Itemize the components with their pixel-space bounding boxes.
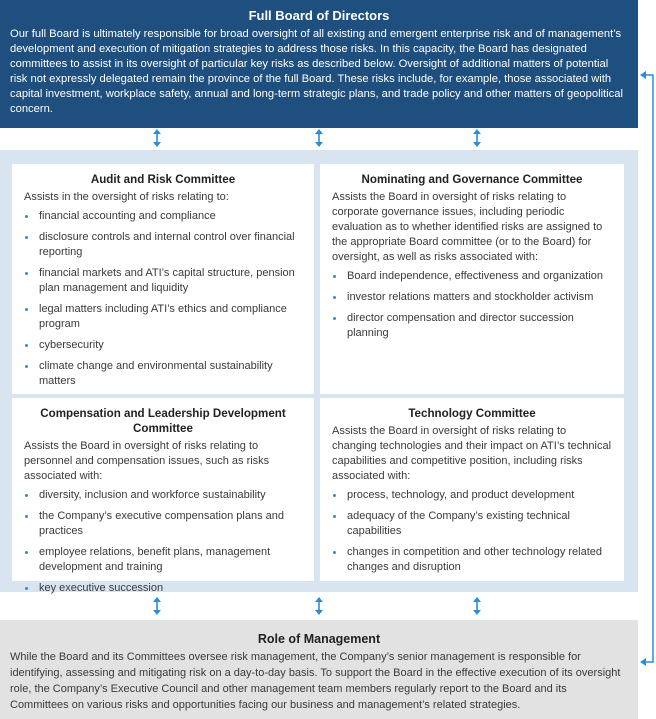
list-item: climate change and environmental sustainability matters — [24, 359, 302, 389]
list-item: financial accounting and compliance — [24, 209, 302, 224]
double-arrow-icon — [314, 128, 324, 148]
board-title: Full Board of Directors — [248, 8, 390, 23]
bullet-icon — [25, 515, 28, 518]
bullet-icon — [25, 308, 28, 311]
committee-title: Compensation and Leadership Development Committee — [40, 407, 286, 435]
compensation-leadership-committee-card — [12, 398, 314, 594]
double-arrow-icon — [314, 596, 324, 616]
committee-intro: Assists in the oversight of risks relating to: — [24, 191, 229, 203]
list-item: diversity, inclusion and workforce sustainability — [24, 488, 302, 503]
bullet-icon — [25, 494, 28, 497]
double-arrow-icon — [472, 128, 482, 148]
bullet-icon — [25, 236, 28, 239]
bullet-icon — [25, 551, 28, 554]
nominating-governance-committee-card — [320, 164, 624, 394]
feedback-loop-arrow-icon — [640, 70, 656, 670]
full-board-box — [0, 0, 638, 128]
bullet-icon — [333, 494, 336, 497]
bullet-icon — [25, 365, 28, 368]
list-item: changes in competition and other technology related changes and disruption — [332, 545, 612, 575]
committee-title: Audit and Risk Committee — [90, 173, 236, 186]
role-of-management-box — [0, 620, 638, 719]
bullet-icon — [25, 344, 28, 347]
bullet-icon — [25, 215, 28, 218]
double-arrow-icon — [152, 596, 162, 616]
management-title: Role of Management — [257, 632, 381, 646]
risk-list — [24, 209, 302, 389]
board-description: Our full Board is ultimately responsible for broad oversight of all existing and emergent enterprise risk and of management’s development and execution of mitigation strategies to address those risks. In this capacity, the Board has designated committees to assist in its oversight of particular key risks as described below. Oversight of additional matters of potential risk not expressly delegated remain the province of the full Board. These risks include, for example, those associated with capital investment, workplace safety, annual and long-term strategic plans, and trade policy and other matters of geopolitical concern. — [10, 28, 623, 115]
list-item: key executive succession — [24, 581, 302, 596]
bullet-icon — [333, 317, 336, 320]
bullet-icon — [25, 272, 28, 275]
list-item: director compensation and director succession planning — [332, 311, 612, 341]
double-arrow-icon — [152, 128, 162, 148]
double-arrow-icon — [472, 596, 482, 616]
risk-list — [24, 488, 302, 596]
committees-panel — [0, 150, 638, 592]
committee-intro: Assists the Board in oversight of risks relating to corporate governance issues, including periodic evaluation as to whether identified risks are assigned to the appropriate Board committee (or to the Board) for oversight, as well as risks associated with: — [332, 191, 603, 263]
technology-committee-card — [320, 398, 624, 581]
management-description: While the Board and its Committees oversee risk management, the Company’s senior management is responsible for identifying, assessing and mitigating risk on a day-to-day basis. To support the Board in the effective execution of its oversight role, the Company’s Executive Council and other management team members regularly report to the Board and its Committees on various risks and opportunities facing our business and management’s related strategies. — [10, 651, 621, 711]
top-connectors — [0, 128, 638, 148]
list-item: Board independence, effectiveness and organization — [332, 269, 612, 284]
bullet-icon — [333, 515, 336, 518]
committee-intro: Assists the Board in oversight of risks relating to changing technologies and their impact on ATI’s technical capabilities and competitive position, including risks associated with: — [332, 425, 612, 482]
list-item: the Company’s executive compensation plans and practices — [24, 509, 302, 539]
list-item: investor relations matters and stockholder activism — [332, 290, 612, 305]
committee-title: Nominating and Governance Committee — [361, 173, 583, 186]
list-item: adequacy of the Company’s existing technical capabilities — [332, 509, 612, 539]
list-item: process, technology, and product development — [332, 488, 612, 503]
risk-list — [332, 488, 612, 575]
bullet-icon — [333, 551, 336, 554]
list-item: financial markets and ATI’s capital structure, pension plan management and liquidity — [24, 266, 302, 296]
list-item: employee relations, benefit plans, management development and training — [24, 545, 302, 575]
audit-risk-committee-card — [12, 164, 314, 394]
risk-list — [332, 269, 612, 341]
bottom-connectors — [0, 596, 638, 616]
bullet-icon — [333, 275, 336, 278]
list-item: legal matters including ATI’s ethics and compliance program — [24, 302, 302, 332]
list-item: disclosure controls and internal control over financial reporting — [24, 230, 302, 260]
bullet-icon — [25, 587, 28, 590]
bullet-icon — [333, 296, 336, 299]
list-item: cybersecurity — [24, 338, 302, 353]
committee-title: Technology Committee — [408, 407, 536, 420]
committee-intro: Assists the Board in oversight of risks relating to personnel and compensation issues, such as risks associated with: — [24, 440, 270, 482]
